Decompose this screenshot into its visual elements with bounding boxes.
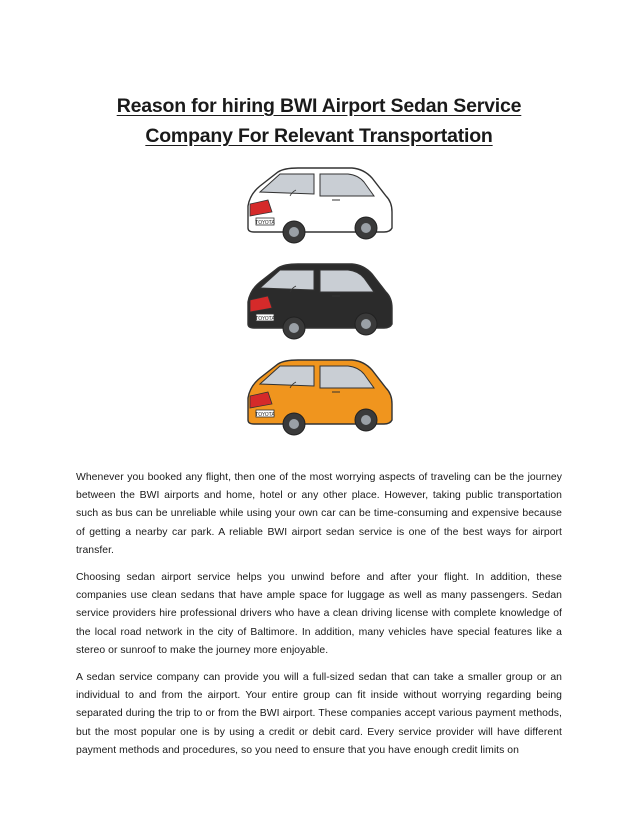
cars-illustration [238,160,398,445]
page-title [60,91,578,151]
car-orange [248,360,392,435]
car-white [248,168,392,243]
paragraph-2: Choosing sedan airport service helps you unwind before and after your flight. In addition, these companies use clean sedans that have ample space for luggage as well as many passengers. Sedan service providers hire professional drivers who have a clean driving license with complete knowledge of the local road network in the city of Baltimore. In addition, many vehicles have special features like a stereo or sunroof to make the journey more enjoyable. [76,572,562,656]
paragraph-3: A sedan service company can provide you will a full-sized sedan that can take a smaller group or an individual to and from the airport. Your entire group can fit inside without worrying regarding being separated during the trip to or from the BWI airport. These companies accept various payment methods, but the most popular one is by using a credit or debit card. Every service provider will have different payment methods and procedures, so you need to ensure that you have enough credit limits on [76,672,562,756]
title-line-2: Company For Relevant Transportation [145,125,493,148]
title-line-1: Reason for hiring BWI Airport Sedan Service [116,95,522,118]
paragraph-1: Whenever you booked any flight, then one of the most worrying aspects of traveling can be the journey between the BWI airports and home, hotel or any other place. However, taking public transportation such as bus can be unreliable while using your own car can be time-consuming and expensive because of getting a nearby car park. A reliable BWI airport sedan service is one of the best ways for airport transfer. [76,472,562,556]
body-text [76,469,562,769]
car-black [248,264,392,339]
